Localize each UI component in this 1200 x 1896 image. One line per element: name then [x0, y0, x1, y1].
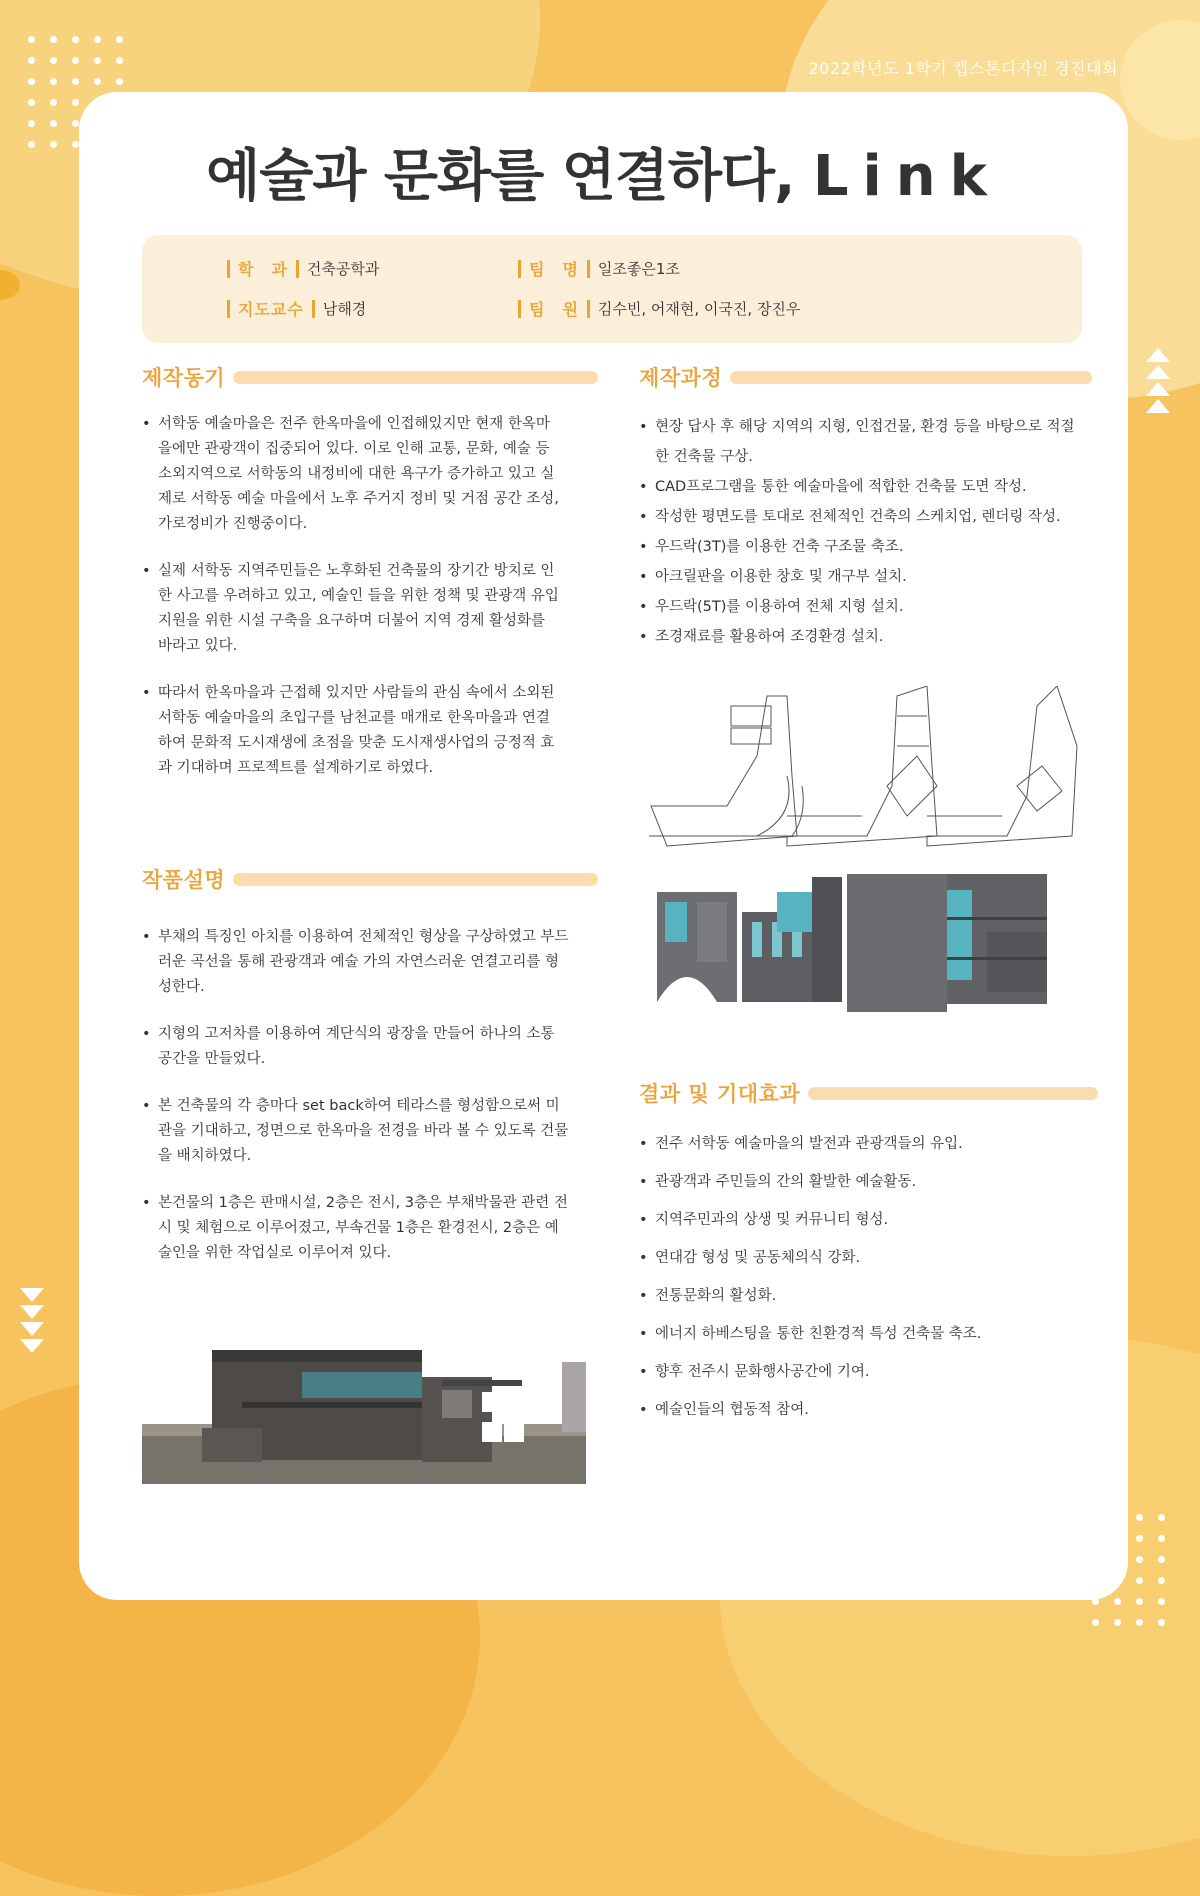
list-item: • 따라서 한옥마을과 근접해 있지만 사람들의 관심 속에서 소외된 서학동 예술마을의 초입구를 남천교를 매개로 한옥마을과 연결하여 문화적 도시재생에 초점을 맞춘 도시재생사업의 긍정적 효과 기대하며 프로젝트를 설계하기로 하였다.: [142, 681, 560, 781]
list-item: • 본건물의 1층은 판매시설, 2층은 전시, 3층은 부채박물관 관련 전시 및 체험으로 이루어졌고, 부속건물 1층은 환경전시, 2층은 예술인을 위한 작업실로 이루어져 있다.: [142, 1191, 572, 1266]
poster-card: [79, 92, 1128, 1600]
motivation-list: [142, 412, 560, 803]
title-main: 예술과 문화를 연결하다,: [206, 144, 795, 209]
info-members: [510, 297, 800, 320]
team-value: 일조좋은1조: [597, 260, 680, 278]
list-item: • 연대감 형성 및 공동체의식 강화.: [639, 1239, 1079, 1277]
list-item: • 에너지 하베스팅을 통한 친환경적 특성 건축물 축조.: [639, 1315, 1079, 1353]
list-item: • 실제 서학동 지역주민들은 노후화된 건축물의 장기간 방치로 인한 사고를 우려하고 있고, 예술인 들을 위한 정책 및 관광객 유입 지원을 위한 시설 구축을 요구하며 더불어 지역 경제 활성화를 바라고 있다.: [142, 559, 560, 659]
list-item: • 부채의 특징인 아치를 이용하여 전체적인 형상을 구상하였고 부드러운 곡선을 통해 관광객과 예술 가의 자연스러운 연결고리를 형성한다.: [142, 925, 572, 1000]
contest-name: 2022학년도 1학기 캡스톤디자인 경진대회: [808, 59, 1118, 78]
list-item: • 본 건축물의 각 층마다 set back하여 테라스를 형성함으로써 미관을 기대하고, 정면으로 한옥마을 전경을 바라 볼 수 있도록 건물을 배치하였다.: [142, 1094, 572, 1169]
results-list: [639, 1125, 1079, 1429]
list-item: • 조경재료를 활용하여 조경환경 설치.: [639, 622, 1079, 652]
list-item: • 지형의 고저차를 이용하여 계단식의 광장을 만들어 하나의 소통 공간을 만들었다.: [142, 1022, 572, 1072]
list-item: • 우드락(5T)를 이용하여 전체 지형 설치.: [639, 592, 1079, 622]
background-dot: [0, 270, 20, 300]
description-list: [142, 925, 572, 1288]
results-heading: [639, 1078, 1098, 1108]
list-item: • 전통문화의 활성화.: [639, 1277, 1079, 1315]
list-item: • 작성한 평면도를 토대로 전체적인 건축의 스케치업, 렌더링 작성.: [639, 502, 1079, 532]
info-dept: [219, 257, 379, 280]
description-heading: [142, 864, 598, 894]
process-list: [639, 412, 1079, 652]
members-label: 팀 원: [529, 300, 579, 319]
list-item: • 서학동 예술마을은 전주 한옥마을에 인접해있지만 현재 한옥마을에만 관광객이 집중되어 있다. 이로 인해 교통, 문화, 예술 등 소외지역으로 서학동의 내정비에 대한 욕구가 증가하고 있고 실제로 서학동 예술 마을에서 노후 주거지 정비 및 거점 공간 조성, 가로정비가 진행중이다.: [142, 412, 560, 537]
page-title: [79, 132, 1128, 212]
info-team: [510, 257, 680, 280]
team-label: 팀 명: [529, 260, 579, 279]
dept-label: 학 과: [238, 260, 288, 279]
motivation-heading: [142, 362, 598, 392]
list-item: • 전주 서학동 예술마을의 발전과 관광객들의 유입.: [639, 1125, 1079, 1163]
list-item: • 지역주민과의 상생 및 커뮤니티 형성.: [639, 1201, 1079, 1239]
list-item: • CAD프로그램을 통한 예술마을에 적합한 건축물 도면 작성.: [639, 472, 1079, 502]
dept-value: 건축공학과: [306, 260, 380, 278]
results-title: 결과 및 기대효과: [639, 1082, 801, 1106]
list-item: • 우드락(3T)를 이용한 건축 구조물 축조.: [639, 532, 1079, 562]
process-heading: [639, 362, 1092, 392]
model-photos: [647, 872, 1083, 1016]
building-render-image: [142, 1332, 586, 1484]
process-title: 제작과정: [639, 366, 723, 390]
list-item: • 예술인들의 협동적 참여.: [639, 1391, 1079, 1429]
description-title: 작품설명: [142, 868, 226, 892]
info-professor: [219, 297, 366, 320]
motivation-title: 제작동기: [142, 366, 226, 390]
triangle-down-icon: [20, 1288, 44, 1353]
prof-value: 남해경: [322, 300, 367, 318]
floor-plan-drawings: [647, 686, 1083, 854]
list-item: • 관광객과 주민들의 간의 활발한 예술활동.: [639, 1163, 1079, 1201]
list-item: • 아크릴판을 이용한 창호 및 개구부 설치.: [639, 562, 1079, 592]
triangle-up-icon: [1146, 348, 1170, 413]
title-link: Link: [812, 144, 1001, 209]
list-item: • 향후 전주시 문화행사공간에 기여.: [639, 1353, 1079, 1391]
list-item: • 현장 답사 후 해당 지역의 지형, 인접건물, 환경 등을 바탕으로 적절한 건축물 구상.: [639, 412, 1079, 472]
info-box: [142, 235, 1082, 343]
members-value: 김수빈, 어재현, 이국진, 장진우: [597, 300, 801, 318]
prof-label: 지도교수: [238, 300, 304, 319]
